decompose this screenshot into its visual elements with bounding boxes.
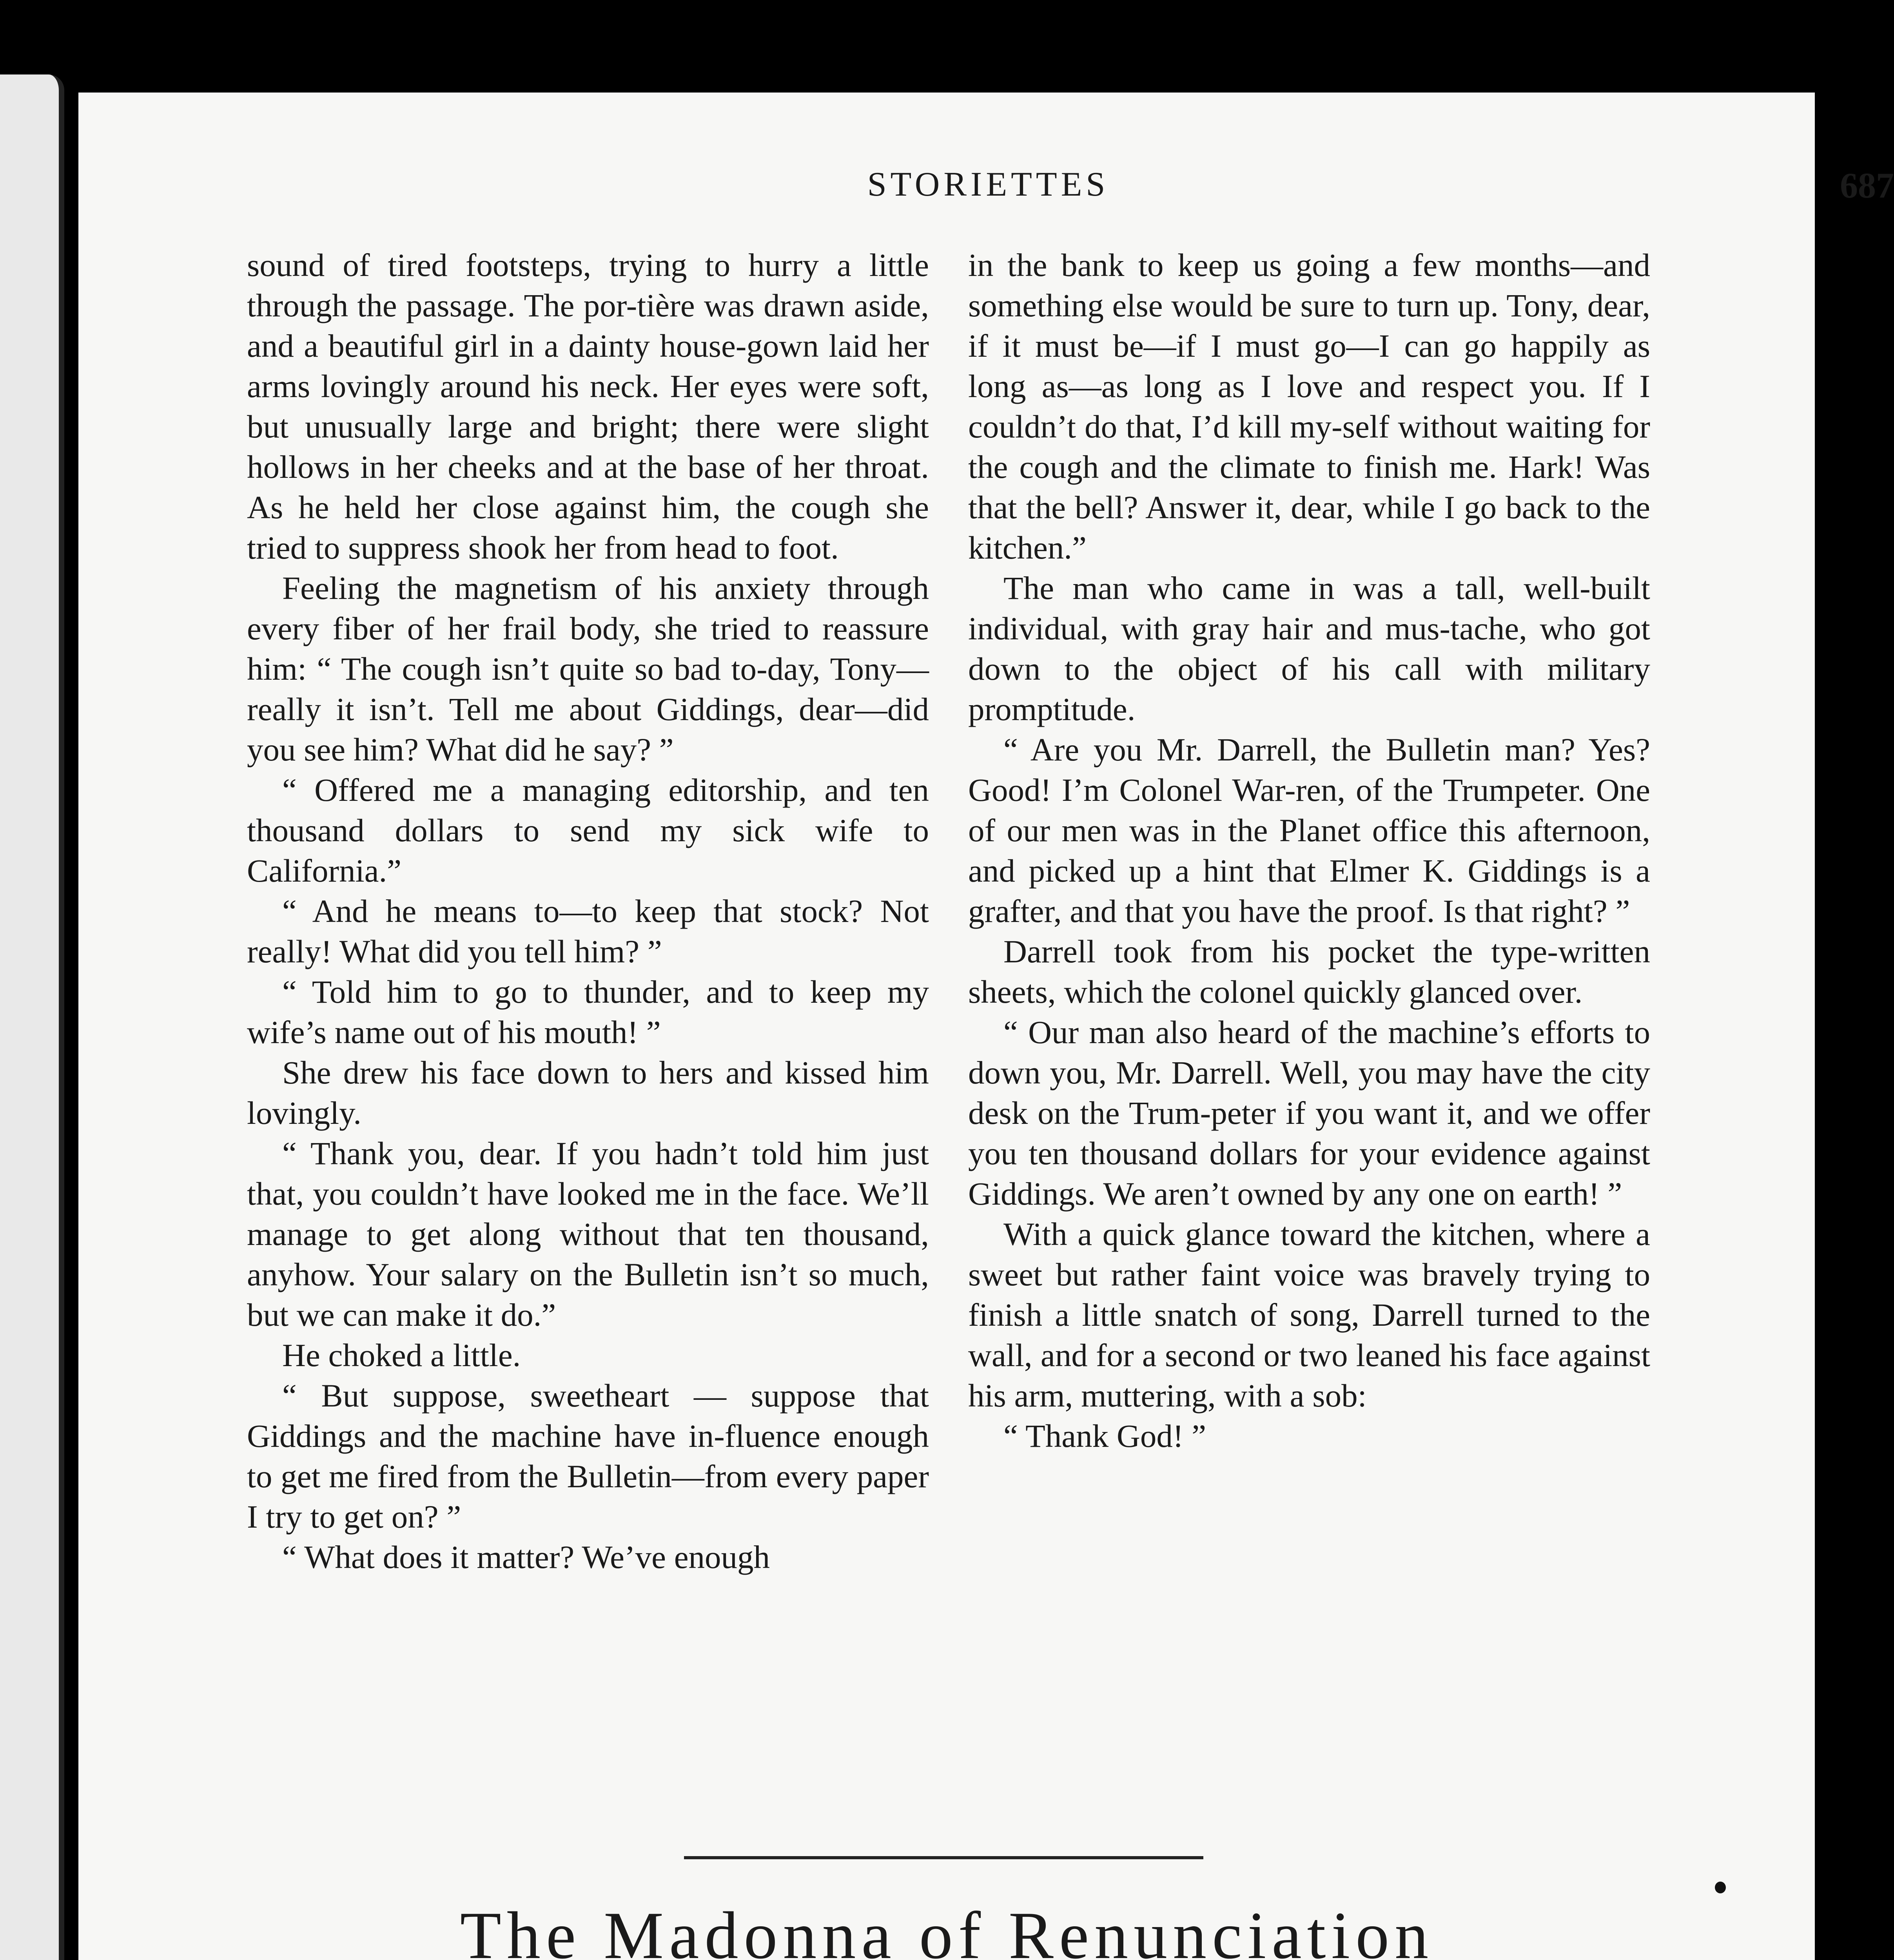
paragraph: Feeling the magnetism of his anxiety through every fiber of her frail body, she tried to reassure him: “ The cough isn’t quite so bad to-day, Tony—really it isn’t. Tell me about Giddings, dear—did you see him? What did he say? ”: [247, 570, 929, 768]
section-divider: [684, 1856, 1203, 1859]
paragraph: in the bank to keep us going a few months—and something else would be sure to turn up. Tony, dear, if it must be—if I must go—I can go happily as long as—as long as I love and respect you. If I couldn’t do that, I’d kill my-self without waiting for the cough and the climate to finish me. Hark! Was that the bell? Answer it, dear, while I go back to the kitchen.”: [968, 247, 1650, 566]
paragraph: “ Thank God! ”: [1003, 1418, 1206, 1454]
story-title: The Madonna of Renunciation: [460, 1898, 1434, 1960]
paragraph: “ And he means to—to keep that stock? Not really! What did you tell him? ”: [247, 893, 929, 969]
paragraph: She drew his face down to hers and kissed him lovingly.: [247, 1054, 929, 1131]
running-head: STORIETTES: [867, 165, 1109, 203]
paragraph: “ Offered me a managing editorship, and ten thousand dollars to send my sick wife to California.”: [247, 772, 929, 889]
print-speck: [1715, 1882, 1726, 1893]
paragraph: The man who came in was a tall, well-built individual, with gray hair and mus-tache, who got down to the object of his call with military promptitude.: [968, 570, 1650, 727]
paragraph: “ Told him to go to thunder, and to keep my wife’s name out of his mouth! ”: [247, 974, 929, 1050]
column-top-left: [247, 245, 929, 1577]
previous-page-edge: [0, 74, 64, 1960]
column-top-right: [968, 245, 1650, 1456]
paragraph: “ Our man also heard of the machine’s efforts to down you, Mr. Darrell. Well, you may have the city desk on the Trum-peter if you want it, and we offer you ten thousand dollars for your evidence against Giddings. We aren’t owned by any one on earth! ”: [968, 1014, 1650, 1212]
paragraph: He choked a little.: [282, 1337, 521, 1373]
page-header: [82, 165, 1894, 208]
paragraph: “ Thank you, dear. If you hadn’t told him just that, you couldn’t have looked me in the face. We’ll manage to get along without that ten thousand, anyhow. Your salary on the Bulletin isn’t so much, but we can make it do.”: [247, 1135, 929, 1333]
page-number: 687: [1840, 165, 1894, 205]
paragraph: Darrell took from his pocket the type-written sheets, which the colonel quickly glanced over.: [968, 933, 1650, 1010]
paragraph: “ Are you Mr. Darrell, the Bulletin man? Yes? Good! I’m Colonel War-ren, of the Trumpeter. One of our men was in the Planet office this afternoon, and picked up a hint that Elmer K. Giddings is a grafter, and that you have the proof. Is that right? ”: [968, 731, 1650, 929]
paragraph: With a quick glance toward the kitchen, where a sweet but rather faint voice was bravely trying to finish a little snatch of song, Darrell turned to the wall, and for a second or two leaned his face against his arm, muttering, with a sob:: [968, 1216, 1650, 1414]
paragraph: “ What does it matter? We’ve enough: [282, 1539, 770, 1575]
paragraph: sound of tired footsteps, trying to hurry a little through the passage. The por-tière was drawn aside, and a beautiful girl in a dainty house-gown laid her arms lovingly around his neck. Her eyes were soft, but unusually large and bright; there were slight hollows in her cheeks and at the base of her throat. As he held her close against him, the cough she tried to suppress shook her from head to foot.: [247, 247, 929, 566]
paragraph: “ But suppose, sweetheart — suppose that Giddings and the machine have in-fluence enough to get me fired from the Bulletin—from every paper I try to get on? ”: [247, 1377, 929, 1535]
